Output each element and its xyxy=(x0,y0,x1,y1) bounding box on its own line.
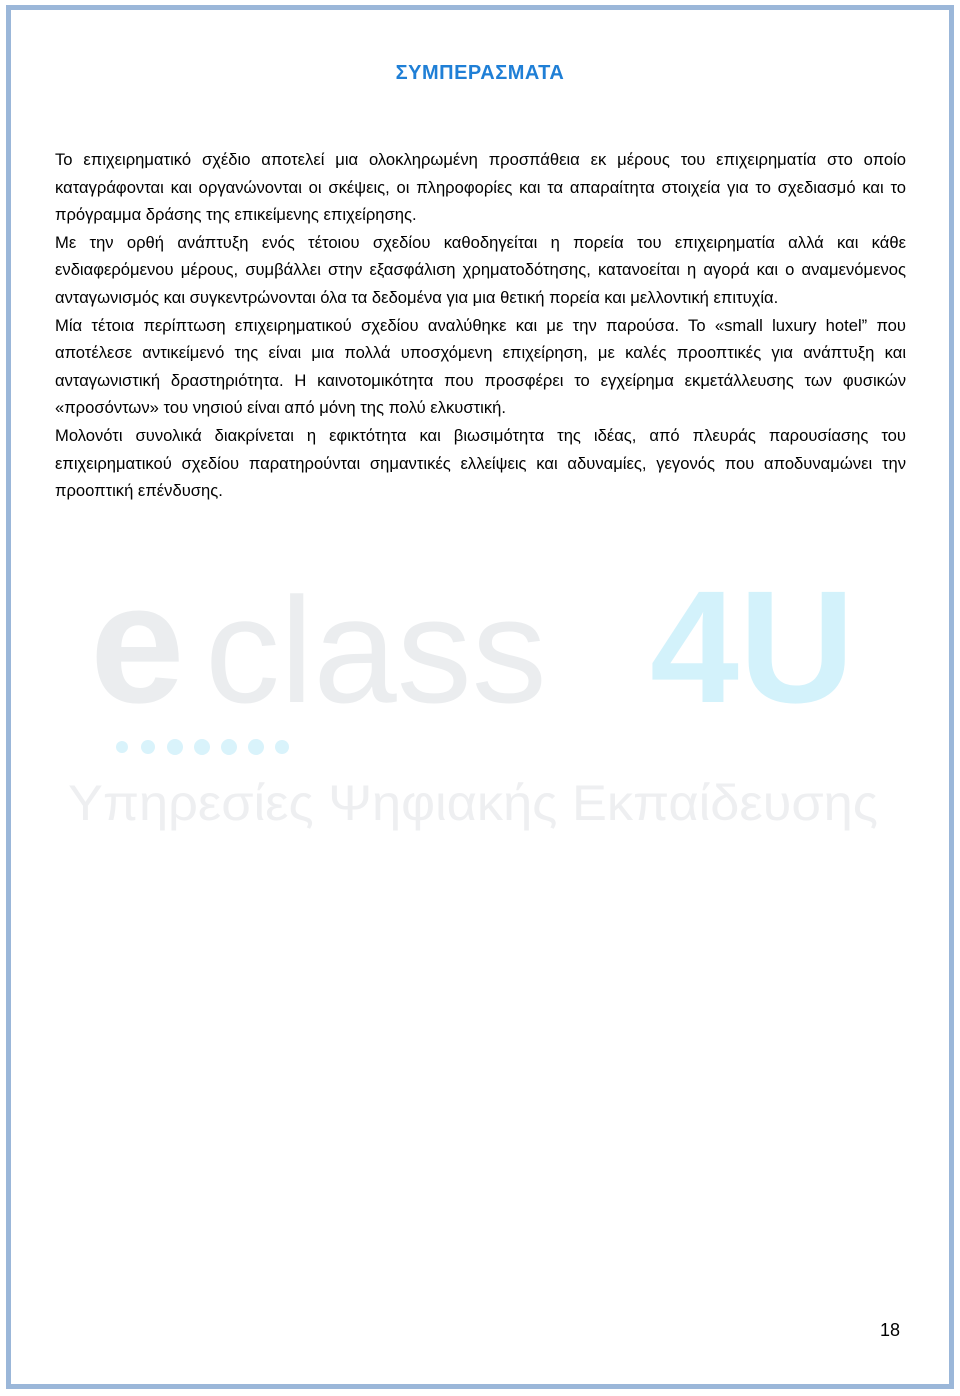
watermark-e: e xyxy=(90,590,185,739)
paragraph-2: Με την ορθή ανάπτυξη ενός τέτοιου σχεδίου καθοδηγείται η πορεία του επιχειρηματία αλλά και κάθε ενδιαφερόμενου μέρους, συμβάλλει στην εξασφάλιση χρηματοδότησης, κατανοείται η αγορά και ο αναμενόμενος ανταγωνισμός και συγκεντρώνονται όλα τα δεδομένα για μια θετική πορεία και μελλοντική επιτυχία. xyxy=(55,232,906,307)
paragraph-3: Μία τέτοια περίπτωση επιχειρηματικού σχεδίου αναλύθηκε και με την παρούσα. Το «small luxury hotel” που αποτέλεσε αντικείμενό της είναι μια πολλά υποσχόμενη επιχείρηση, με καλές προοπτικές για ανάπτυξη και ανταγωνιστική δραστηριότητα. Η καινοτομικότητα που προσφέρει το εγχείρημα εκμετάλλευσης των φυσικών «προσόντων» του νησιού είναι από μόνη της πολύ ελκυστική. xyxy=(55,315,906,418)
paragraph-1: Το επιχειρηματικό σχέδιο αποτελεί μια ολοκληρωμένη προσπάθεια εκ μέρους του επιχειρηματία στο οποίο καταγράφονται και οργανώνονται οι σκέψεις, οι πληροφορίες και τα απαραίτητα στοιχεία για το σχεδιασμό και το πρόγραμμα δράσης της επικείμενης επιχείρησης. xyxy=(55,150,906,225)
paragraph-4: Μολονότι συνολικά διακρίνεται η εφικτότητα και βιωσιμότητα της ιδέας, από πλευράς παρουσίασης του επιχειρηματικού σχεδίου παρατηρούνται σημαντικές ελλείψεις και αδυναμίες, γεγονός που αποδυναμώνει την προοπτική επένδυσης. xyxy=(55,425,906,501)
watermark-dots xyxy=(116,739,289,755)
watermark-class: class xyxy=(205,590,547,734)
page-number: 18 xyxy=(880,1320,901,1340)
page-title: ΣΥΜΠΕΡΑΣΜΑΤΑ xyxy=(395,62,565,84)
eclass4u-watermark-logo xyxy=(60,590,900,850)
body-text xyxy=(55,146,906,505)
watermark-4u: 4U xyxy=(650,590,855,736)
watermark-tagline: Υπηρεσίες Ψηφιακής Εκπαίδευσης xyxy=(68,775,879,831)
